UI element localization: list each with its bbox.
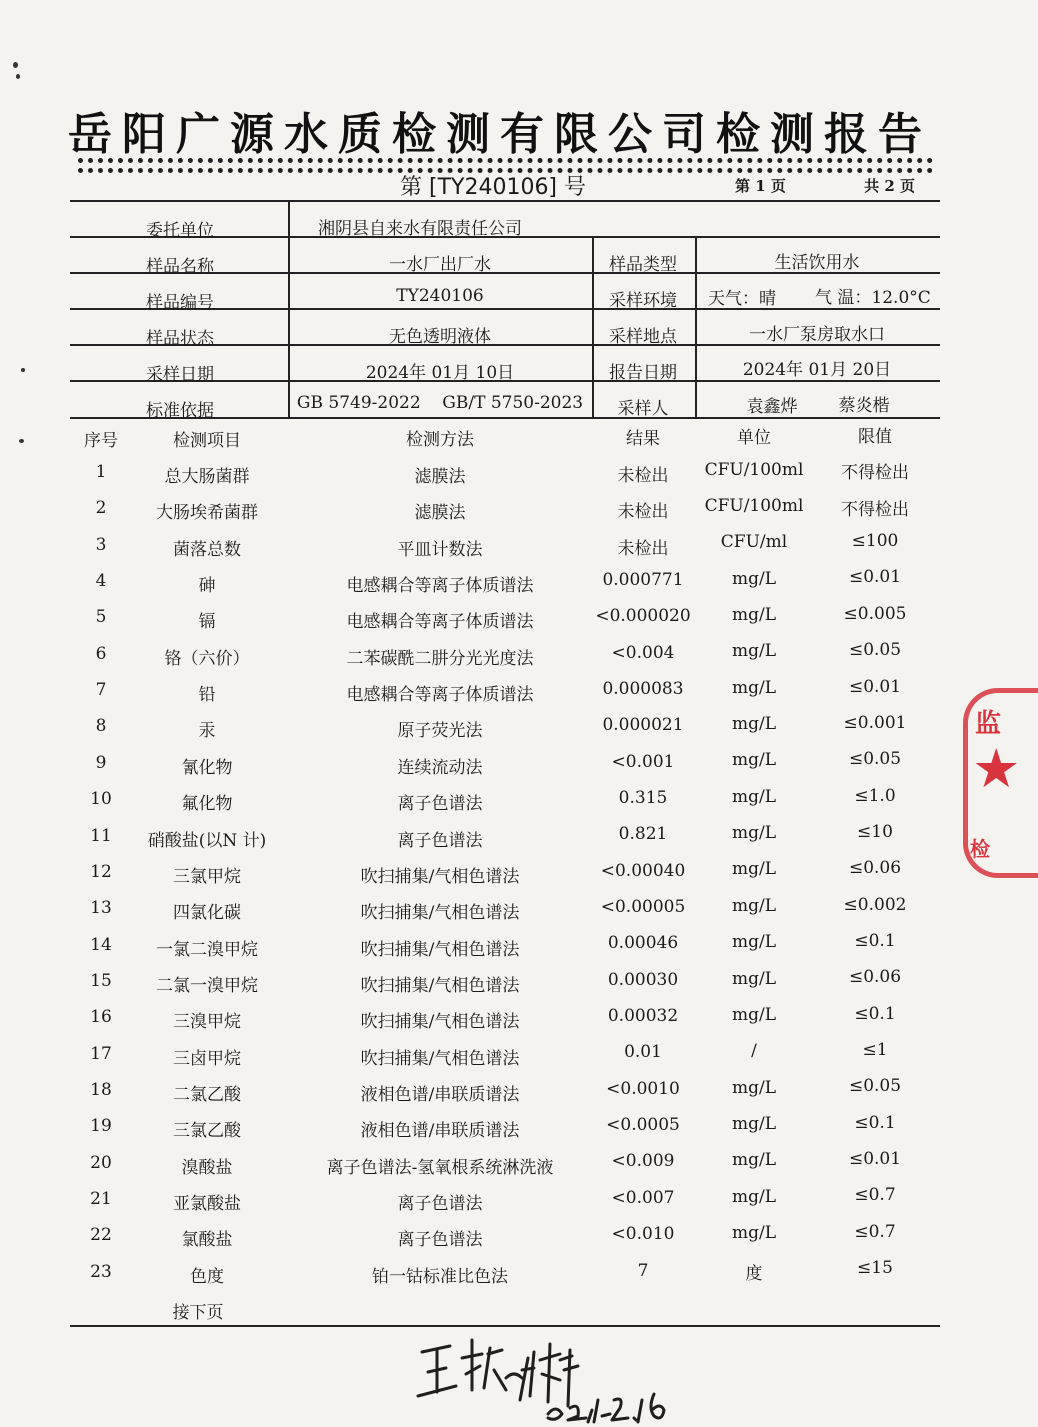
row-unit: mg/L (731, 714, 777, 735)
row-no: 20 (90, 1152, 112, 1173)
row-limit: ≤0.05 (848, 1076, 902, 1097)
row-limit: ≤0.002 (843, 894, 907, 915)
row-limit: ≤0.06 (848, 967, 902, 988)
row-item: 铬（六价） (164, 648, 250, 669)
sample-name-value: 一水厂出厂水 (389, 255, 491, 275)
punch-dot (19, 439, 24, 443)
env-label: 采样环境 (609, 291, 677, 311)
row-no: 2 (95, 498, 107, 519)
header-item: 检测项目 (173, 431, 241, 451)
row-method: 二苯碳酰二肼分光光度法 (346, 648, 534, 669)
row-limit: ≤0.005 (843, 603, 907, 624)
location-value: 一水厂泵房取水口 (749, 325, 885, 345)
row-limit: ≤10 (857, 821, 893, 842)
row-method: 吹扫捕集/气相色谱法 (360, 939, 520, 960)
row-result: 0.00046 (607, 933, 679, 954)
row-item: 三溴甲烷 (173, 1012, 241, 1033)
row-no: 11 (90, 825, 112, 846)
row-limit: ≤0.1 (854, 930, 896, 951)
table-vline (592, 236, 594, 417)
row-unit: mg/L (731, 1004, 777, 1025)
temp-value: 气 温：12.0°C (815, 288, 931, 308)
row-unit: mg/L (731, 605, 777, 625)
row-unit: mg/L (731, 677, 777, 698)
row-item: 二氯一溴甲烷 (156, 975, 258, 996)
row-item: 四氯化碳 (173, 903, 241, 924)
row-result: 7 (637, 1260, 649, 1281)
row-no: 16 (90, 1007, 112, 1028)
sample-type-label: 样品类型 (609, 255, 677, 275)
row-method: 吹扫捕集/气相色谱法 (360, 866, 520, 887)
row-method: 液相色谱/串联质谱法 (360, 1121, 520, 1142)
row-result: <0.001 (611, 751, 675, 772)
client-label: 委托单位 (146, 221, 214, 241)
header-limit: 限值 (858, 427, 892, 447)
weather-value: 天气：晴 (708, 289, 776, 309)
row-result: <0.004 (611, 642, 675, 663)
row-result: 0.00032 (607, 1006, 679, 1027)
punch-dot (21, 368, 25, 372)
row-item: 三氯乙酸 (173, 1121, 241, 1142)
report-title: 岳阳广源水质检测有限公司检测报告 (68, 109, 932, 160)
row-result: 0.00030 (607, 969, 679, 990)
row-method: 滤膜法 (414, 467, 466, 487)
row-method: 液相色谱/串联质谱法 (360, 1084, 520, 1105)
page-info (735, 175, 915, 196)
row-item: 硝酸盐(以N 计) (147, 830, 267, 851)
row-result: <0.00040 (600, 860, 686, 881)
row-limit: ≤0.1 (854, 1112, 896, 1133)
row-item: 亚氯酸盐 (173, 1194, 241, 1214)
row-limit: ≤15 (857, 1258, 893, 1279)
row-method: 连续流动法 (397, 757, 483, 778)
row-limit: 不得检出 (841, 463, 909, 484)
header-no: 序号 (84, 431, 118, 451)
row-no: 17 (90, 1043, 112, 1064)
row-method: 滤膜法 (414, 503, 466, 524)
row-method: 离子色谱法 (397, 1194, 483, 1214)
row-result: 未检出 (617, 502, 669, 523)
row-no: 8 (95, 716, 107, 737)
row-unit: mg/L (731, 1222, 777, 1243)
row-limit: ≤0.05 (848, 749, 902, 770)
row-method: 铂一钴标准比色法 (372, 1266, 508, 1287)
row-item: 铅 (198, 685, 216, 706)
row-unit: mg/L (731, 1186, 777, 1207)
row-unit: mg/L (731, 895, 777, 916)
row-unit: CFU/100ml (704, 495, 804, 516)
row-method: 吹扫捕集/气相色谱法 (360, 975, 520, 996)
table-vline (288, 200, 290, 417)
report-date-value: 2024年 01月 20日 (742, 360, 892, 380)
row-no: 19 (90, 1116, 112, 1137)
row-item: 色度 (190, 1266, 224, 1287)
report-date-label: 报告日期 (609, 363, 677, 383)
row-result: <0.009 (611, 1151, 675, 1172)
row-limit: ≤1.0 (854, 785, 896, 806)
row-no: 23 (90, 1261, 112, 1282)
row-limit: ≤0.01 (848, 676, 902, 697)
row-item: 汞 (198, 721, 216, 742)
row-unit: CFU/ml (720, 532, 788, 553)
row-method: 离子色谱法 (397, 1230, 483, 1251)
row-method: 吹扫捕集/气相色谱法 (360, 1048, 520, 1069)
sampler-label: 采样人 (617, 399, 669, 419)
row-unit: CFU/100ml (704, 459, 804, 480)
row-no: 1 (95, 462, 107, 482)
row-unit: mg/L (731, 968, 777, 989)
row-item: 镉 (198, 612, 216, 633)
row-result: <0.00005 (600, 897, 686, 917)
row-no: 18 (90, 1079, 112, 1100)
row-result: <0.0005 (606, 1115, 680, 1136)
location-label: 采样地点 (609, 327, 677, 347)
row-limit: ≤1 (862, 1040, 888, 1060)
punch-dot (13, 62, 18, 68)
row-item: 氟化物 (181, 794, 233, 815)
row-unit: mg/L (731, 859, 777, 880)
row-limit: ≤100 (851, 531, 899, 552)
row-method: 吹扫捕集/气相色谱法 (360, 1012, 520, 1033)
row-item: 二氯乙酸 (173, 1084, 241, 1105)
handwritten-signature (410, 1330, 680, 1425)
footer-line (70, 1325, 940, 1327)
row-item: 菌落总数 (173, 539, 241, 560)
sampler-1: 袁鑫烨 (746, 397, 798, 417)
row-item: 三卤甲烷 (173, 1048, 241, 1069)
row-limit: ≤0.01 (848, 567, 902, 588)
row-item: 氰化物 (181, 757, 233, 778)
stamp-text: 检 (970, 837, 990, 861)
row-unit: 度 (745, 1264, 763, 1285)
row-limit: ≤0.7 (854, 1185, 896, 1206)
row-result: <0.010 (611, 1224, 675, 1245)
state-label: 样品状态 (146, 329, 214, 349)
row-method: 离子色谱法 (397, 830, 483, 851)
row-no: 5 (95, 607, 107, 628)
row-item: 一氯二溴甲烷 (156, 939, 258, 960)
row-unit: mg/L (731, 1077, 777, 1098)
report-number: 第 [TY240106] 号 (400, 175, 587, 200)
row-result: 未检出 (617, 538, 669, 559)
row-no: 10 (90, 789, 112, 810)
row-no: 21 (90, 1189, 112, 1209)
row-no: 12 (90, 861, 112, 882)
sample-name-label: 样品名称 (146, 257, 214, 277)
row-no: 14 (90, 934, 112, 955)
page-total: 共 2 页 (864, 177, 915, 195)
sample-no-value: TY240106 (396, 286, 484, 306)
row-no: 22 (90, 1225, 112, 1246)
row-method: 原子荧光法 (397, 721, 483, 742)
row-method: 平皿计数法 (397, 539, 483, 560)
row-limit: ≤0.06 (848, 858, 902, 879)
table-vline (695, 236, 697, 417)
row-result: <0.0010 (606, 1078, 680, 1099)
row-result: 0.315 (618, 787, 668, 808)
row-method: 电感耦合等离子体质谱法 (346, 576, 534, 597)
standard-value: GB 5749-2022 GB/T 5750-2023 (296, 393, 584, 413)
row-method: 电感耦合等离子体质谱法 (346, 685, 534, 706)
row-limit: ≤0.001 (843, 712, 907, 733)
row-no: 13 (90, 898, 112, 919)
client-value: 湘阴县自来水有限责任公司 (318, 219, 522, 239)
sample-date-label: 采样日期 (146, 365, 214, 385)
page-number: 第 1 页 (735, 177, 786, 195)
sample-date-value: 2024年 01月 10日 (365, 363, 515, 383)
row-item: 溴酸盐 (181, 1157, 233, 1178)
row-result: 0.000083 (602, 678, 684, 699)
sample-no-label: 样品编号 (146, 293, 214, 313)
row-unit: mg/L (731, 786, 777, 807)
row-method: 吹扫捕集/气相色谱法 (360, 903, 520, 924)
row-unit: mg/L (731, 1150, 777, 1171)
standard-label: 标准依据 (146, 401, 214, 421)
sample-type-value: 生活饮用水 (774, 253, 860, 273)
row-item: 氯酸盐 (181, 1230, 233, 1251)
row-limit: ≤0.7 (854, 1221, 896, 1242)
sampler-2: 蔡炎楷 (838, 396, 890, 416)
row-unit: mg/L (731, 750, 777, 771)
row-result: 0.000021 (602, 715, 684, 736)
row-result: 未检出 (617, 465, 669, 486)
row-no: 3 (95, 534, 107, 555)
row-result: 0.000771 (602, 569, 684, 590)
row-limit: 不得检出 (841, 499, 909, 520)
row-no: 15 (90, 970, 112, 991)
row-item: 砷 (198, 576, 216, 597)
row-unit: mg/L (731, 568, 777, 589)
row-result: 0.01 (624, 1042, 662, 1063)
row-no: 4 (95, 571, 107, 592)
punch-dot (16, 74, 20, 79)
title-dotted-line (78, 158, 933, 163)
row-item: 大肠埃希菌群 (156, 503, 258, 524)
row-method: 电感耦合等离子体质谱法 (346, 612, 534, 633)
row-method: 离子色谱法 (397, 794, 483, 815)
row-unit: / (751, 1041, 757, 1062)
row-limit: ≤0.05 (848, 640, 902, 661)
continued-note: 接下页 (172, 1303, 224, 1323)
row-result: 0.821 (618, 824, 668, 845)
row-item: 总大肠菌群 (164, 467, 250, 487)
table-top-border (70, 200, 940, 202)
row-limit: ≤0.01 (848, 1149, 902, 1170)
row-result: <0.000020 (595, 606, 691, 627)
row-method: 离子色谱法-氢氧根系统淋洗液 (326, 1157, 554, 1178)
header-unit: 单位 (737, 428, 771, 448)
stamp-star-icon: ★ (972, 737, 1021, 800)
header-result: 结果 (626, 429, 660, 449)
row-unit: mg/L (731, 1113, 777, 1134)
row-result: <0.007 (611, 1187, 675, 1208)
row-unit: mg/L (731, 823, 777, 844)
row-unit: mg/L (731, 641, 777, 662)
row-no: 6 (95, 643, 107, 664)
row-limit: ≤0.1 (854, 1003, 896, 1024)
row-no: 7 (95, 680, 107, 701)
row-item: 三氯甲烷 (173, 866, 241, 887)
row-unit: mg/L (731, 932, 777, 953)
row-no: 9 (95, 752, 107, 773)
state-value: 无色透明液体 (389, 327, 491, 347)
stamp-text: 监 (975, 709, 1002, 739)
header-method: 检测方法 (406, 430, 474, 450)
